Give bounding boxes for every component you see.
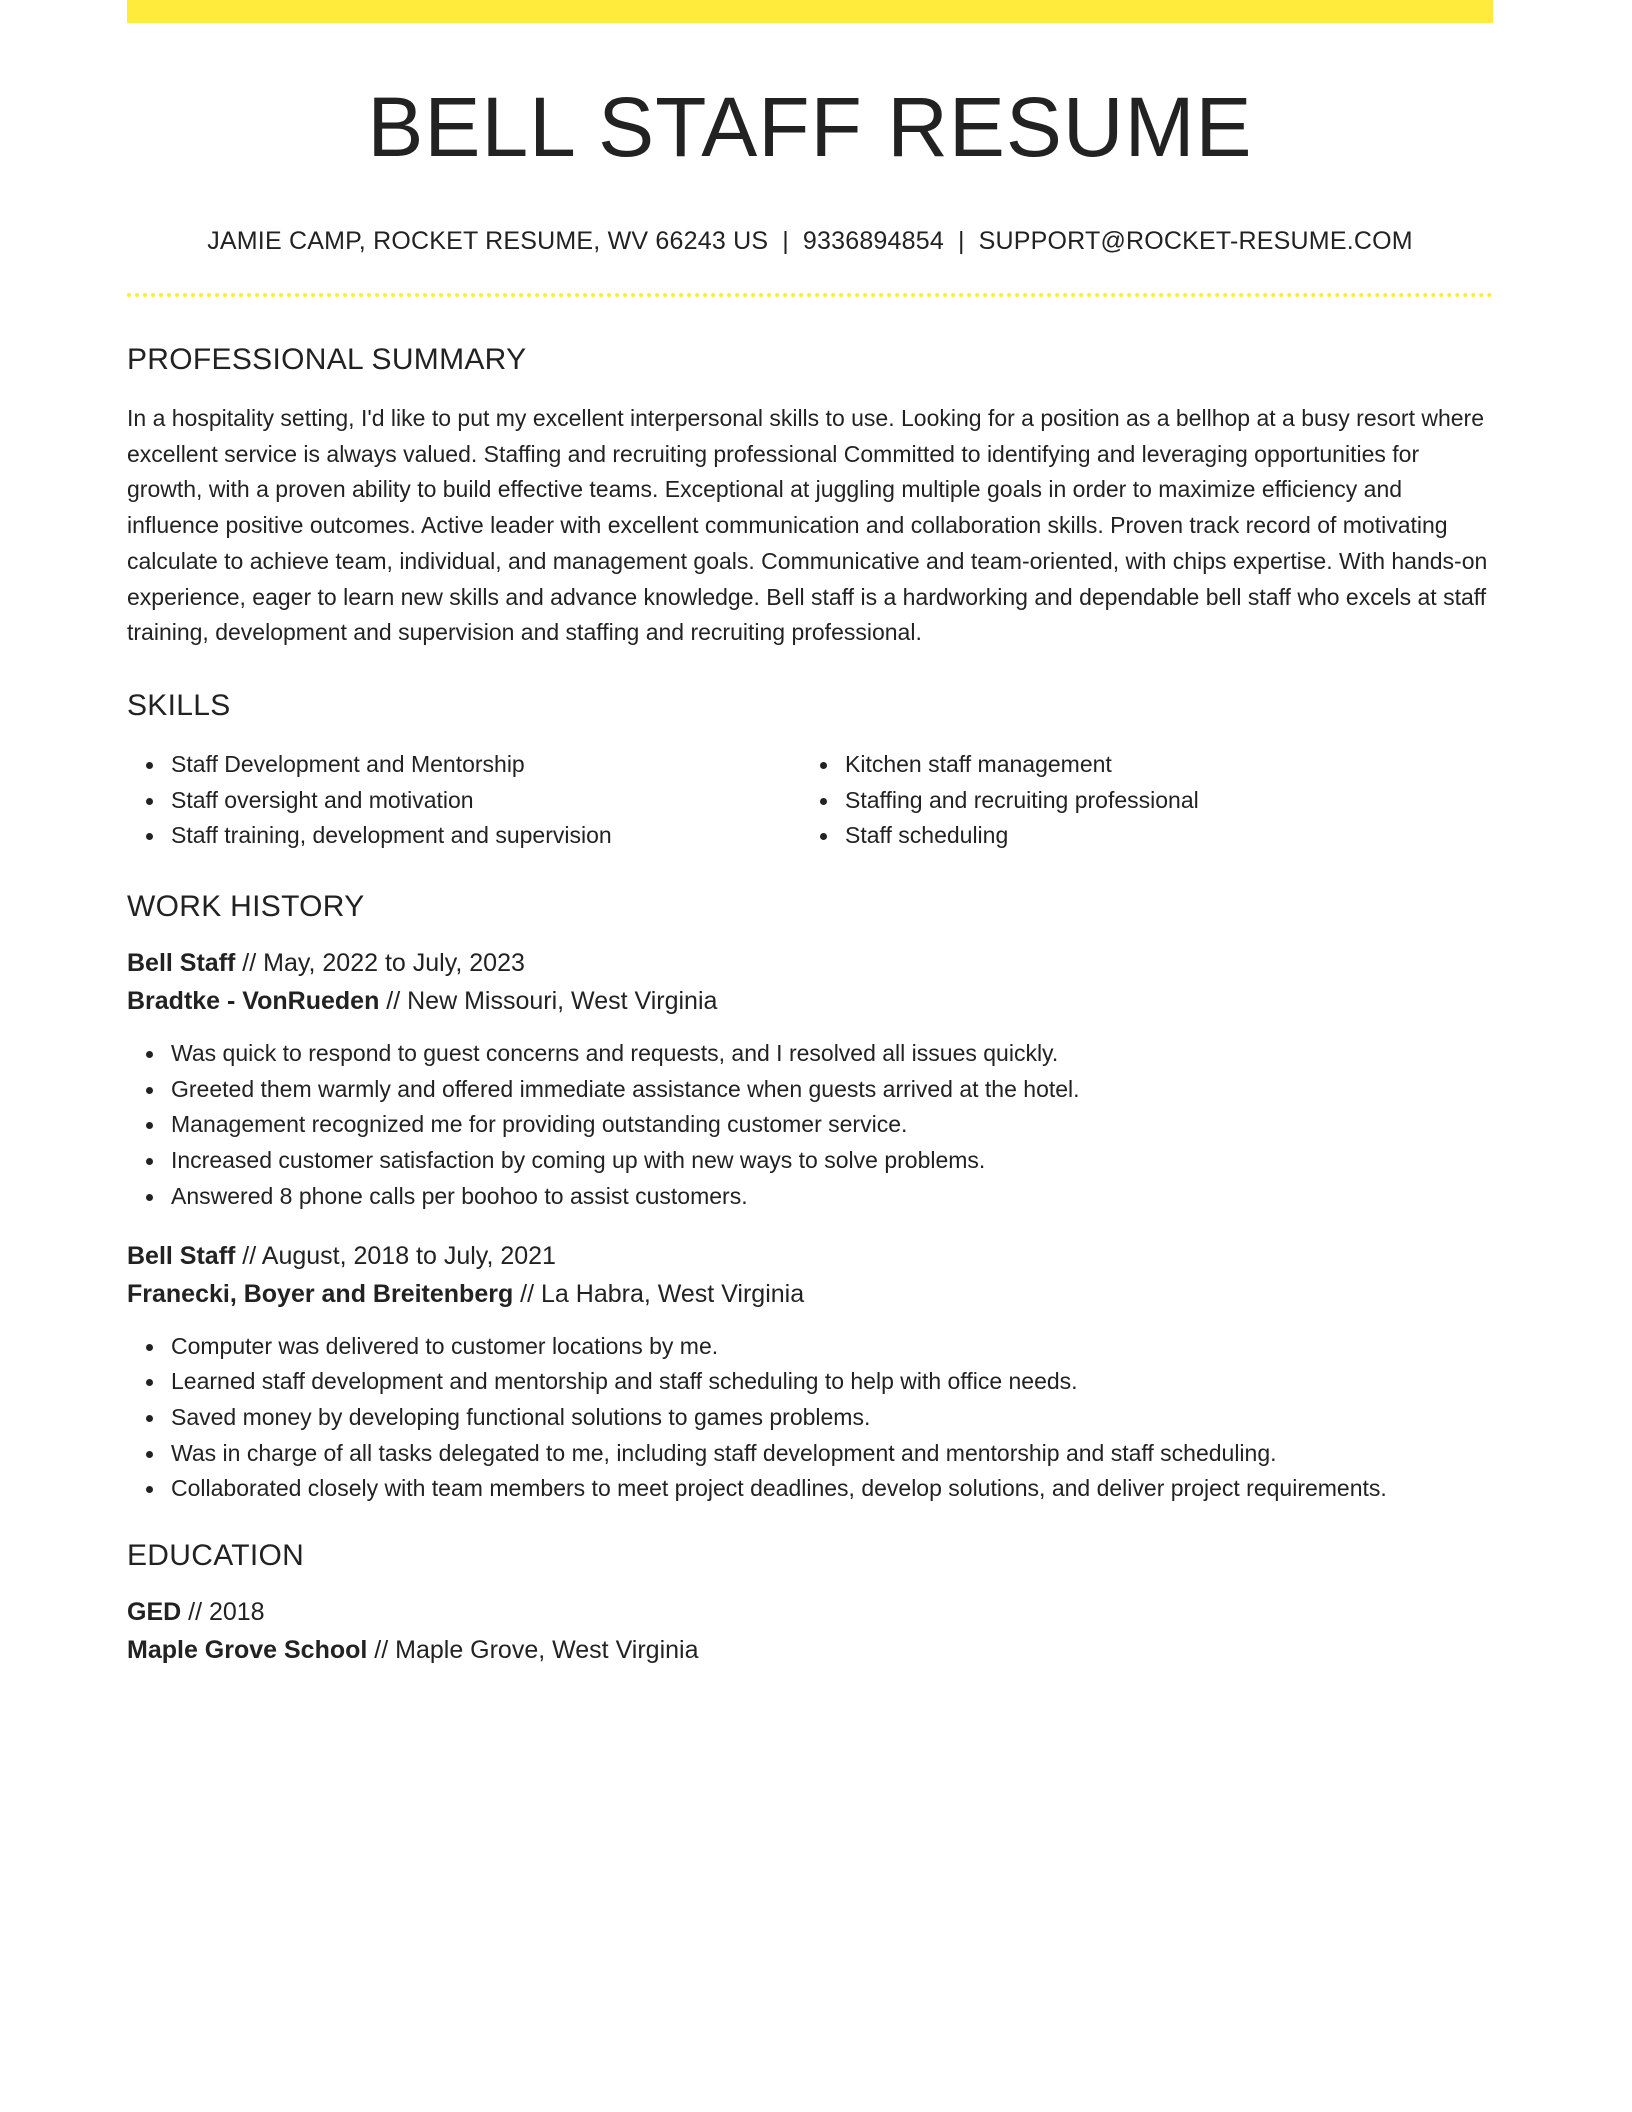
skill-item: Staffing and recruiting professional — [845, 783, 1475, 819]
resume-page — [127, 0, 1493, 1669]
job-company: Bradtke - VonRueden — [127, 987, 380, 1016]
skill-item: Staff oversight and motivation — [171, 783, 801, 819]
summary-heading: PROFESSIONAL SUMMARY — [127, 343, 527, 376]
job-title: Bell Staff — [127, 949, 236, 978]
job-bullet: Collaborated closely with team members to meet project deadlines, develop solutions, and deliver project requirements. — [171, 1471, 1493, 1507]
job-bullet: Computer was delivered to customer locations by me. — [171, 1329, 1493, 1365]
skill-item: Staff training, development and supervision — [171, 818, 801, 854]
skill-item: Staff Development and Mentorship — [171, 747, 801, 783]
skill-item: Staff scheduling — [845, 818, 1475, 854]
job-bullets — [127, 1036, 1493, 1215]
skill-item: Kitchen staff management — [845, 747, 1475, 783]
education-year: // 2018 — [181, 1598, 265, 1627]
contact-phone: 9336894854 — [802, 227, 944, 255]
job-bullet: Greeted them warmly and offered immediate assistance when guests arrived at the hotel. — [171, 1072, 1493, 1108]
job-bullet: Learned staff development and mentorship and staff scheduling to help with office needs. — [171, 1364, 1493, 1400]
education-location: // Maple Grove, West Virginia — [367, 1636, 699, 1665]
skills-section — [127, 688, 1493, 854]
job-company-line — [127, 982, 1493, 1020]
education-school: Maple Grove School — [127, 1636, 368, 1665]
top-accent-bar — [127, 0, 1493, 23]
job-bullet: Saved money by developing functional solutions to games problems. — [171, 1400, 1493, 1436]
job-bullet: Answered 8 phone calls per boohoo to assist customers. — [171, 1179, 1493, 1215]
contact-address: JAMIE CAMP, ROCKET RESUME, WV 66243 US — [207, 227, 769, 255]
skills-heading: SKILLS — [127, 688, 231, 722]
job-title: Bell Staff — [127, 1241, 236, 1270]
skills-column-left — [127, 747, 801, 854]
education-section — [127, 1541, 1493, 1669]
job-bullets — [127, 1329, 1493, 1508]
skills-column-right — [801, 747, 1475, 854]
summary-text: In a hospitality setting, I'd like to put my excellent interpersonal skills to use. Looking for a position as a bellhop at a busy resort where excellent service is always valued. Staffing and recruiting professional Committed to identifying and leveraging opportunities for growth, with a proven ability to build effective teams. Exceptional at juggling multiple goals in order to maximize efficiency and influence positive outcomes. Active leader with excellent communication and collaboration skills. Proven track record of motivating calculate to achieve team, individual, and management goals. Communicative and team-oriented, with chips expertise. With hands-on experience, eager to learn new skills and advance knowledge. Bell staff is a hardworking and dependable bell staff who excels at staff training, development and supervision and staffing and recruiting professional. — [127, 405, 1488, 646]
skills-grid — [127, 747, 1493, 854]
job-company-line — [127, 1275, 1493, 1313]
job-entry — [127, 944, 1493, 1215]
education-heading: EDUCATION — [127, 1539, 305, 1573]
job-location: // New Missouri, West Virginia — [379, 987, 718, 1016]
job-bullet: Was quick to respond to guest concerns and requests, and I resolved all issues quickly. — [171, 1036, 1493, 1072]
resume-title: BELL STAFF RESUME — [367, 80, 1253, 174]
job-bullet: Increased customer satisfaction by coming up with new ways to solve problems. — [171, 1143, 1493, 1179]
summary-section — [127, 345, 1493, 651]
education-school-line — [127, 1631, 1493, 1669]
work-history-heading: WORK HISTORY — [127, 890, 365, 924]
education-degree-line — [127, 1593, 1493, 1631]
contact-separator: | — [957, 227, 965, 255]
work-history-section — [127, 892, 1493, 1507]
job-bullet: Was in charge of all tasks delegated to me, including staff development and mentorship and staff scheduling. — [171, 1436, 1493, 1472]
contact-email: SUPPORT@ROCKET-RESUME.COM — [978, 227, 1413, 255]
header-divider — [127, 293, 1493, 297]
job-bullet: Management recognized me for providing outstanding customer service. — [171, 1107, 1493, 1143]
contact-separator: | — [782, 227, 789, 255]
education-degree: GED — [127, 1598, 182, 1627]
job-location: // La Habra, West Virginia — [513, 1279, 805, 1308]
job-title-line — [127, 944, 1493, 982]
job-title-line — [127, 1237, 1493, 1275]
job-company: Franecki, Boyer and Breitenberg — [127, 1279, 514, 1308]
contact-line — [127, 229, 1493, 254]
job-entry — [127, 1237, 1493, 1508]
job-dates: // August, 2018 to July, 2021 — [235, 1241, 556, 1270]
job-dates: // May, 2022 to July, 2023 — [235, 949, 525, 978]
